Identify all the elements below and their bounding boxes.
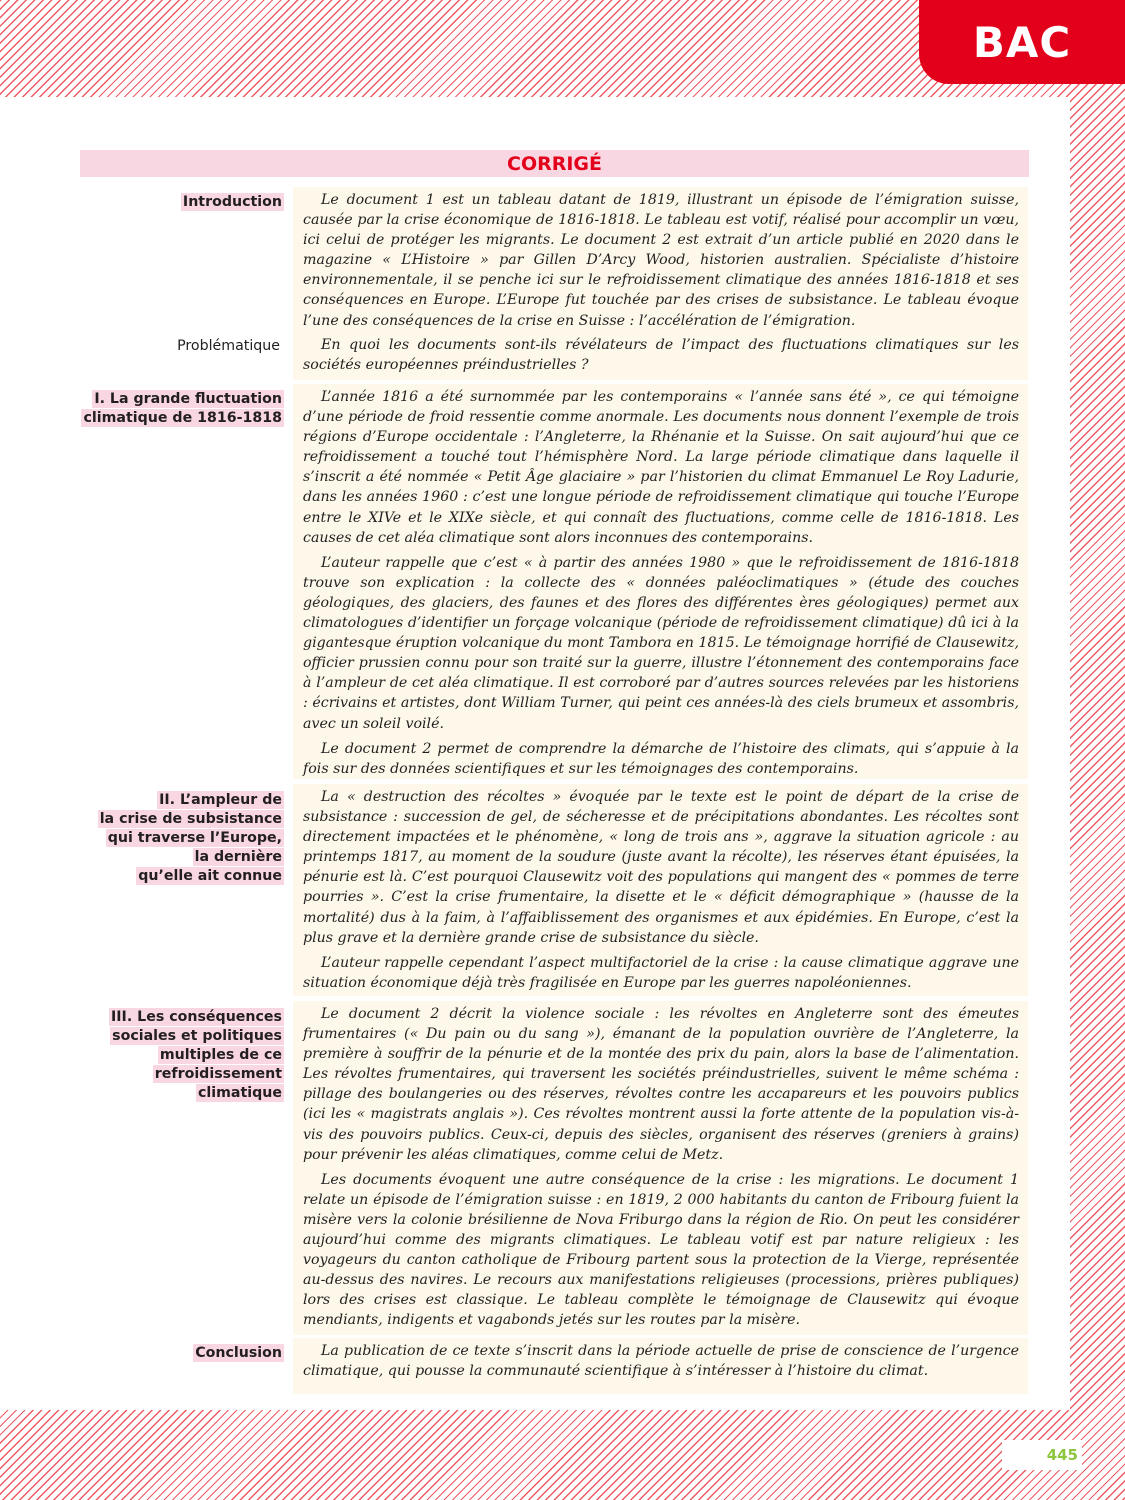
section-label-line: qui traverse l’Europe, — [107, 830, 282, 847]
paragraph: Le document 1 est un tableau datant de 1819, illustrant un épisode de l’émigration suisse, causée par la crise économique de 1816-1818. Le tableau est votif, réalisé pour accomplir un vœu, ici celui de protéger les migrants. Le document 2 est extrait d’un article publié en 2020 dans le magazine « L’Histoire » par Gillen D’Arcy Wood, historien australien. Spécialiste d’histoire environnementale, il se penche ici sur le refroidissement climatique des années 1816-1818 et ses conséquences en Europe. L’Europe fut touchée par des crises de subsistance. Le tableau évoque l’une des conséquences de la crise en Suisse : l’accélération de l’émigration. — [303, 192, 1019, 329]
paragraph: La publication de ce texte s’inscrit dans la période actuelle de prise de conscience de l’urgence climatique, qui pousse la communauté scientifique à s’intéresser à l’histoire du climat. — [303, 1343, 1019, 1380]
bac-tab — [919, 0, 1125, 84]
bac-label: BAC — [972, 17, 1072, 67]
section-label-problematique — [175, 337, 282, 356]
section-label-text: Conclusion — [195, 1345, 282, 1361]
section-label-line: climatique — [197, 1085, 282, 1102]
paragraph: La « destruction des récoltes » évoquée par le texte est le point de départ de la crise de subsistance : succession de gel, de sécheresse et de précipitations abondantes. Les récoltes sont directement impactées et le phénomène, « long de trois ans », aggrave la situation agricole : au printemps 1817, au moment de la soudure (juste avant la récolte), les réserves étant épuisées, la pénurie est là. C’est pourquoi Clausewitz voit des populations qui mangent des « pommes de terre pourries ». C’est la crise frumentaire, la disette et le « déficit démographique » (hausse de la mortalité) dus à la faim, à l’affaiblissement des organismes et aux épidémies. En Europe, c’est la plus grave et la dernière grande crise de subsistance du siècle. — [303, 789, 1019, 946]
section-label-part-3 — [109, 1008, 284, 1103]
section-label-line: refroidissement — [154, 1066, 282, 1083]
section-block-part-3 — [293, 1001, 1028, 1335]
section-block-introduction — [293, 187, 1028, 332]
paragraph: Les documents évoquent une autre conséquence de la crise : les migrations. Le document 1 relate un épisode de l’émigration suisse : en 1819, 2 000 habitants du canton de Fribourg fuient la misère vers la colonie brésilienne de Nova Friburgo dans la région de Rio. On peut les considérer aujourd’hui comme des migrants climatiques. Le tableau votif est par nature religieux : les voyageurs du canton catholique de Fribourg partent sous la protection de la Vierge, représentée au-dessus des navires. Le recours aux manifestations religieuses (processions, prières publiques) lors des crises est classique. Le tableau complète le témoignage de Clausewitz qui évoque mendiants, indigents et vagabonds jetés sur les routes par la misère. — [303, 1171, 1019, 1329]
section-label-line: III. Les conséquences — [111, 1009, 282, 1025]
section-block-part-1 — [293, 384, 1028, 779]
title-bar — [80, 150, 1029, 177]
paragraph: L’année 1816 a été surnommée par les contemporains « l’année sans été », ce qui témoigne d’une période de froid ressentie comme anormale. Les documents nous donnent l’exemple de trois régions d’Europe occidentale : l’Angleterre, la Rhénanie et la Suisse. On sait aujourd’hui que ce refroidissement a touché tout l’hémisphère Nord. La large période climatique dans laquelle il s’inscrit a été nommée « Petit Âge glaciaire » par l’historien du climat Emmanuel Le Roy Ladurie, dans les années 1960 : c’est une longue période de refroidissement climatique qui touche l’Europe entre le XIVe et le XIXe siècle, et qui connaît des fluctuations, comme celle de 1816-1818. Les causes de cet aléa climatique sont alors inconnues des contemporains. — [303, 389, 1019, 546]
paragraph: L’auteur rappelle que c’est « à partir des années 1980 » que le refroidissement de 1816-1818 trouve son explication : la collecte des « données paléoclimatiques » (étude des couches géologiques, des glaciers, des faunes et des flores des différentes ères géologiques) permet aux climatologues d’identifier un forçage volcanique (période de refroidissement climatique) dû ici à la gigantesque éruption volcanique du mont Tambora en 1815. Le témoignage horrifié de Clausewitz, officier prussien connu pour son traité sur la guerre, illustre l’étonnement des contemporains face à l’ampleur de cet aléa climatique. Il est corroboré par d’autres sources relevées par les historiens : écrivains et artistes, dont William Turner, qui peint ces années-là des ciels brumeux et assombris, avec un soleil voilé. — [303, 554, 1019, 732]
page-title: CORRIGÉ — [507, 152, 602, 175]
section-label-line: sociales et politiques — [112, 1028, 282, 1045]
section-label-line: qu’elle ait connue — [138, 868, 282, 885]
section-block-problematique — [293, 332, 1028, 380]
section-label-text: Introduction — [182, 194, 282, 210]
paragraph: En quoi les documents sont-ils révélateurs de l’impact des fluctuations climatiques sur les sociétés européennes préindustrielles ? — [303, 337, 1019, 374]
section-label-line: multiples de ce — [159, 1047, 282, 1064]
section-block-conclusion — [293, 1338, 1028, 1394]
page-number: 445 — [1046, 1446, 1078, 1464]
section-label-line: la dernière — [194, 849, 282, 866]
section-label-line: climatique de 1816-1818 — [83, 410, 282, 427]
section-label-text: Problématique — [177, 338, 280, 354]
section-label-part-1 — [81, 390, 284, 428]
section-block-part-2 — [293, 784, 1028, 996]
section-label-conclusion — [193, 1344, 284, 1363]
section-label-line: II. L’ampleur de — [159, 792, 282, 808]
page-number-box — [1002, 1440, 1082, 1470]
paragraph: Le document 2 permet de comprendre la démarche de l’histoire des climats, qui s’appuie à la fois sur des données scientifiques et sur les témoignages des contemporains. — [303, 740, 1019, 777]
section-label-part-2 — [98, 791, 284, 886]
section-label-line: I. La grande fluctuation — [94, 391, 282, 407]
section-label-introduction — [181, 193, 284, 212]
section-label-line: la crise de subsistance — [99, 811, 282, 828]
paragraph: L’auteur rappelle cependant l’aspect multifactoriel de la crise : la cause climatique aggrave une situation économique déjà très fragilisée en Europe par les guerres napoléoniennes. — [303, 954, 1019, 991]
paragraph: Le document 2 décrit la violence sociale : les révoltes en Angleterre sont des émeutes frumentaires (« Du pain ou du sang »), émanant de la population ouvrière de l’Angleterre, la première à souffrir de la pénurie et de la montée des prix du pain, alors la base de l’alimentation. Les révoltes frumentaires, qui traversent les sociétés préindustrielles, suivent le même schéma : pillage des boulangeries ou des réserves, révoltes contre les accapareurs et les pouvoirs publics (ici les « magistrats anglais »). Ces révoltes montrent aussi la forte attente de la population vis-à-vis des pouvoirs publics. Ceux-ci, depuis des siècles, organisent des réserves (greniers à grains) pour prévenir les aléas climatiques, comme celui de Metz. — [303, 1006, 1019, 1163]
